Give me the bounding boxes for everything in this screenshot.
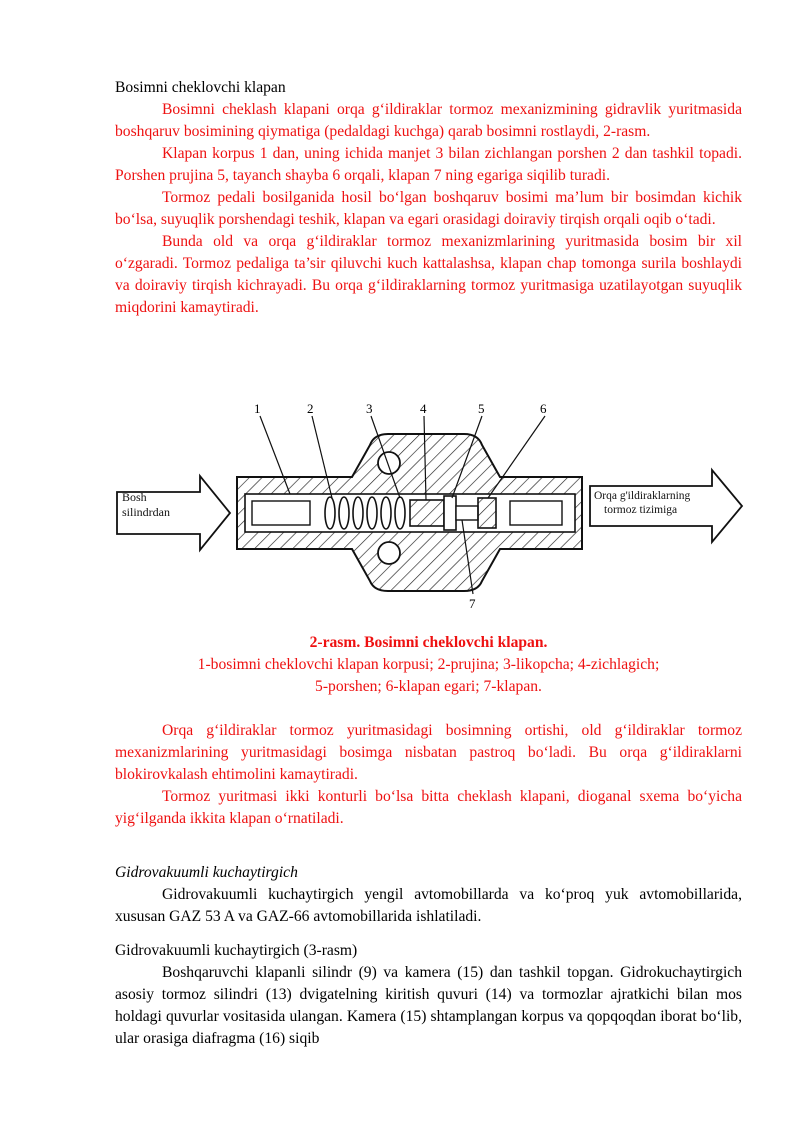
valve-seat: [478, 498, 496, 528]
figure-caption-legend: 1-bosimni cheklovchi klapan korpusi; 2-prujina; 3-likopcha; 4-zichlagich;: [197, 656, 660, 673]
paragraph: Boshqaruvchi klapanli silindr (9) va kamera (15) dan tashkil topgan. Gidrokuchaytirgich asosiy tormoz silindri (13) dvigatelning kiritish quvuri (14) va tormozlar ajratkichi bilan mos holdagi quvurlar vositasida ulangan. Kamera (15) shtamplangan korpus va qopqoqdan iborat bo‘lib, ular orasiga diafragma (16) siqib: [115, 964, 742, 1047]
seal: [444, 496, 456, 530]
mounting-hole: [378, 542, 400, 564]
section-heading: Gidrovakuumli kuchaytirgich: [115, 864, 298, 881]
section-heading: Gidrovakuumli kuchaytirgich (3-rasm): [115, 942, 358, 959]
outlet-label: tormoz tizimiga: [604, 504, 678, 516]
outlet-fitting: [510, 501, 562, 525]
inlet-label: Bosh: [122, 490, 147, 504]
paragraph: Orqa g‘ildiraklar tormoz yuritmasidagi bosimning ortishi, old g‘ildiraklar tormoz mexanizmlarining yuritmasidagi bosimga nisbatan pastroq bo‘ladi. Bu orqa g‘ildiraklarni blokirovkalash ehtimolini kamaytiradi.: [115, 722, 742, 783]
inlet-fitting: [252, 501, 310, 525]
section-hydrovacuum-booster: [115, 862, 742, 928]
paragraph: Klapan korpus 1 dan, uning ichida manjet 3 bilan zichlangan porshen 2 dan tashkil topadi. Porshen prujina 5, tayanch shayba 6 orqali, klapan 7 ning egariga siqilib turadi.: [115, 145, 742, 184]
callout-7: 7: [469, 596, 476, 611]
section-rear-pressure: [115, 720, 742, 830]
callout-2: 2: [307, 401, 314, 416]
callout-6: 6: [540, 401, 547, 416]
valve-diagram: [112, 398, 748, 612]
callout-1: 1: [254, 401, 261, 416]
mounting-hole: [378, 452, 400, 474]
paragraph: Bosimni cheklash klapani orqa g‘ildiraklar tormoz mexanizmining gidravlik yuritmasida boshqaruv bosimining qiymatiga (pedaldagi kuchga) qarab bosimni rostlaydi, 2-rasm.: [115, 101, 742, 140]
figure-caption-legend: 5-porshen; 6-klapan egari; 7-klapan.: [315, 678, 542, 695]
section-pressure-limiter: [115, 77, 742, 319]
paragraph: Gidrovakuumli kuchaytirgich yengil avtomobillarda va ko‘proq yuk avtomobillarida, xususan GAZ 53 A va GAZ-66 avtomobillarida ishlatiladi.: [115, 886, 742, 925]
paragraph: Tormoz pedali bosilganida hosil bo‘lgan boshqaruv bosimi ma’lum bir bosimdan kichik bo‘lsa, suyuqlik porshendagi teshik, klapan va egari orasidagi doiraviy tirqish orqali oqib o‘tadi.: [115, 189, 742, 228]
section-hydrovacuum-booster-figure3: [115, 940, 742, 1050]
paragraph: Bunda old va orqa g‘ildiraklar tormoz mexanizmlarining yuritmasida bosim bir xil o‘zgaradi. Tormoz pedaliga ta’sir qiluvchi kuch kattalashsa, klapan chap tomonga surila boshlaydi va doiraviy tirqish kichrayadi. Bu orqa g‘ildiraklarning tormoz yuritmasiga uzatilayotgan suyuqlik miqdorini kamaytiradi.: [115, 233, 742, 316]
figure-caption-title: 2-rasm. Bosimni cheklovchi klapan.: [309, 634, 548, 651]
valve: [456, 506, 478, 520]
section-heading: Bosimni cheklovchi klapan: [115, 79, 286, 96]
piston: [410, 500, 444, 526]
callout-3: 3: [366, 401, 373, 416]
inlet-label: silindrdan: [122, 505, 170, 519]
callout-5: 5: [478, 401, 485, 416]
outlet-label: Orqa g'ildiraklarning: [594, 490, 691, 502]
callout-4: 4: [420, 401, 427, 416]
paragraph: Tormoz yuritmasi ikki konturli bo‘lsa bitta cheklash klapani, dioganal sxema bo‘yicha yig‘ilganda ikkita klapan o‘rnatiladi.: [115, 788, 742, 827]
